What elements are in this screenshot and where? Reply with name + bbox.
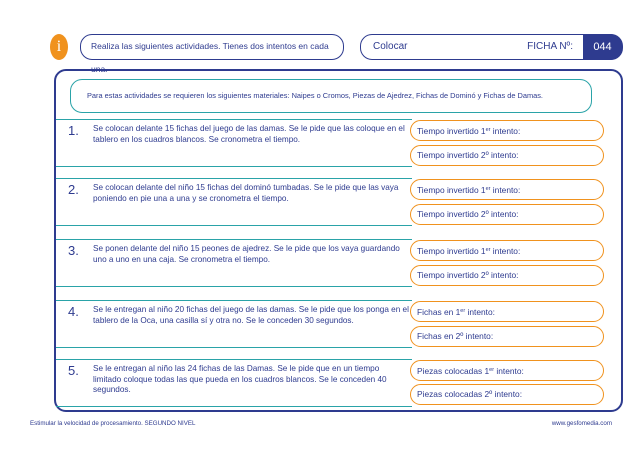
ordinal-suffix: er [460,308,466,314]
attempt-2-field[interactable] [410,326,604,347]
attempt-1-label-suffix: intento: [465,307,495,317]
activity-number: 3. [68,243,79,258]
attempt-1-field[interactable] [410,120,604,141]
ficha-label: FICHA Nº: [527,41,573,52]
attempt-2-label: Tiempo invertido 2º intento: [417,209,519,219]
activity-text: Se le entregan al niño 20 fichas del juego de las damas. Se le pide que los ponga en el tablero de la Oca, una casilla sí y otra no. Se le conceden 30 segundos. [93,305,409,325]
attempt-1-label: Piezas colocadas 1 [417,366,490,376]
attempt-2-label: Fichas en 2º intento: [417,331,494,341]
activity-number: 1. [68,123,79,138]
instruction-text: Realiza las siguientes actividades. Tienes dos intentos en cada una. [91,41,329,74]
info-icon: i [50,34,68,60]
attempt-2-field[interactable] [410,204,604,225]
attempt-1-field[interactable] [410,360,604,381]
activity-text: Se le entregan al niño las 24 fichas de las Damas. Se le pide que en un tiempo limitado coloque todas las que pueda en los cuadros blancos. Se le conceden 40 segundos. [93,364,387,394]
activity-row [56,300,412,348]
attempt-1-label-suffix: intento: [490,185,521,195]
attempt-1-label: Tiempo invertido 1 [417,246,486,256]
attempt-1-label: Tiempo invertido 1 [417,126,486,136]
attempt-2-label: Tiempo invertido 2º intento: [417,150,519,160]
ordinal-suffix: er [485,127,491,133]
attempt-1-field[interactable] [410,240,604,261]
ordinal-suffix: er [489,367,495,373]
attempt-1-field[interactable] [410,179,604,200]
activity-text: Se colocan delante del niño 15 fichas del dominó tumbadas. Se le pide que las vaya poniendo en pie una a una y se cronometra el tiempo. [93,183,399,203]
activity-text: Se colocan delante 15 fichas del juego de las damas. Se le pide que las coloque en el tablero en los cuadros blancos. Se cronometra el tiempo. [93,124,405,144]
attempt-2-label: Tiempo invertido 2º intento: [417,270,519,280]
activity-row [56,178,412,226]
materials-text: Para estas actividades se requieren los siguientes materiales: Naipes o Cromos, Piezas de Ajedrez, Fichas de Dominó y Fichas de Damas. [87,91,543,100]
category-banner [360,34,622,60]
activity-number: 2. [68,182,79,197]
attempt-1-label: Fichas en 1 [417,307,461,317]
activity-row [56,239,412,287]
activity-number: 4. [68,304,79,319]
ficha-number: 044 [583,34,623,60]
footer-title: Estimular la velocidad de procesamiento. SEGUNDO NIVEL [30,420,196,427]
materials-note [70,79,592,113]
category-label: Colocar [373,41,408,52]
ordinal-suffix: er [485,247,491,253]
attempt-2-field[interactable] [410,145,604,166]
activity-text: Se ponen delante del niño 15 peones de ajedrez. Se le pide que los vaya guardando uno a uno en una caja. Se cronometra el tiempo. [93,244,400,264]
footer-website[interactable]: www.gesfomedia.com [551,420,612,427]
attempt-2-field[interactable] [410,265,604,286]
attempt-1-label-suffix: intento: [490,246,521,256]
activity-number: 5. [68,363,79,378]
ordinal-suffix: er [485,186,491,192]
activity-row [56,359,412,407]
attempt-2-label: Piezas colocadas 2º intento: [417,389,523,399]
attempt-1-label-suffix: intento: [490,126,521,136]
attempt-2-field[interactable] [410,384,604,405]
attempt-1-label-suffix: intento: [494,366,524,376]
attempt-1-field[interactable] [410,301,604,322]
activity-row [56,119,412,167]
instruction-banner [80,34,344,74]
attempt-1-label: Tiempo invertido 1 [417,185,486,195]
